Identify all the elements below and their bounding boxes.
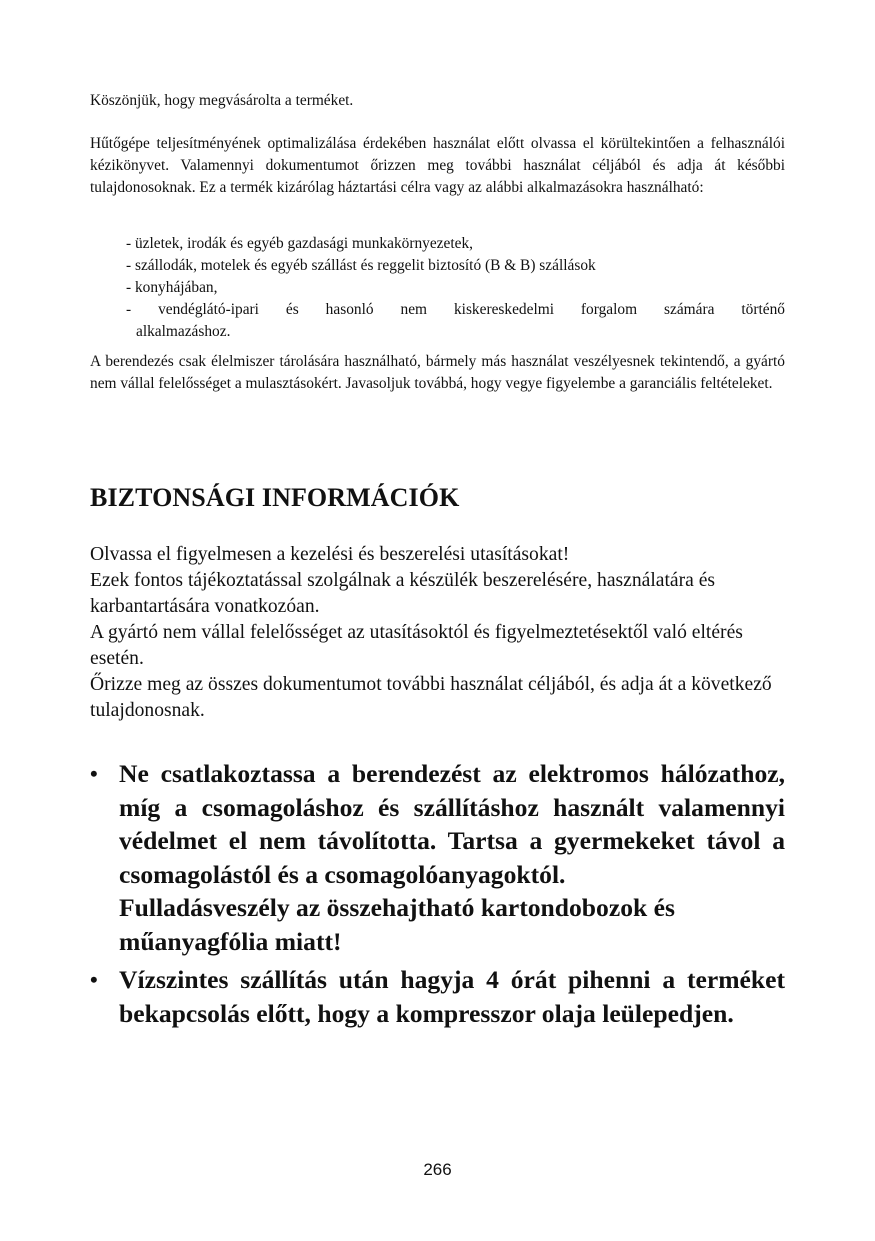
warning-item [90,757,785,958]
warning-text: Vízszintes szállítás után hagyja 4 órát pihenni a terméket bekapcsolás előtt, hogy a kompresszor olaja leülepedjen. [119,965,785,1028]
usage-list [126,233,785,343]
safety-intro-line: Olvassa el figyelmesen a kezelési és beszerelési utasításokat! [90,544,570,565]
page-number: 266 [423,1160,452,1179]
food-storage-note: A berendezés csak élelmiszer tárolására használható, bármely más használat veszélyesnek tekintendő, a gyártó nem vállal felelősséget a mulasztásokért. Javasoljuk továbbá, hogy vegye figyelembe a garanciális feltételeket. [90,353,785,392]
bullet-icon: • [90,761,98,786]
safety-intro-line: A gyártó nem vállal felelősséget az utasításoktól és figyelmeztetésektől való eltérés esetén. [90,622,743,669]
warning-list [90,757,785,1030]
warning-text: Ne csatlakoztassa a berendezést az elektromos hálózathoz, míg a csomagoláshoz és szállításhoz használt valamennyi védelmet el nem távolította. Tartsa a gyermekeket távol a csomagolástól és a csomagolóanyagoktól. [119,759,785,889]
intro-paragraph: Hűtőgépe teljesítményének optimalizálása érdekében használat előtt olvassa el körültekintően a felhasználói kézikönyvet. Valamennyi dokumentumot őrizzen meg további használat céljából és adja át későbbi tulajdonosoknak. Ez a termék kizárólag háztartási célra vagy az alábbi alkalmazásokra használható: [90,135,785,196]
bullet-icon: • [90,967,98,992]
list-item-text: - vendéglátó-ipari és hasonló nem kiskereskedelmi forgalom számára történő [126,301,785,318]
safety-intro [90,542,785,724]
warning-item [90,963,785,1030]
list-item-continuation [126,321,785,343]
safety-intro-line: Ezek fontos tájékoztatással szolgálnak a készülék beszerelésére, használatára és karbantartására vonatkozóan. [90,570,716,617]
warning-extra-text: Fulladásveszély az összehajtható kartondobozok és műanyagfólia miatt! [119,893,675,956]
list-item: - konyhájában, [126,279,218,296]
safety-intro-line: Őrizze meg az összes dokumentumot további használat céljából, és adja át a következő tulajdonosnak. [90,674,772,721]
section-heading: BIZTONSÁGI INFORMÁCIÓK [90,483,460,512]
list-item [126,299,785,321]
list-item: - üzletek, irodák és egyéb gazdasági munkakörnyezetek, [126,235,473,252]
thank-you-text: Köszönjük, hogy megvásárolta a terméket. [90,92,354,109]
list-item: - szállodák, motelek és egyéb szállást és reggelit biztosító (B & B) szállások [126,257,596,274]
list-item-text: alkalmazáshoz. [136,323,231,340]
